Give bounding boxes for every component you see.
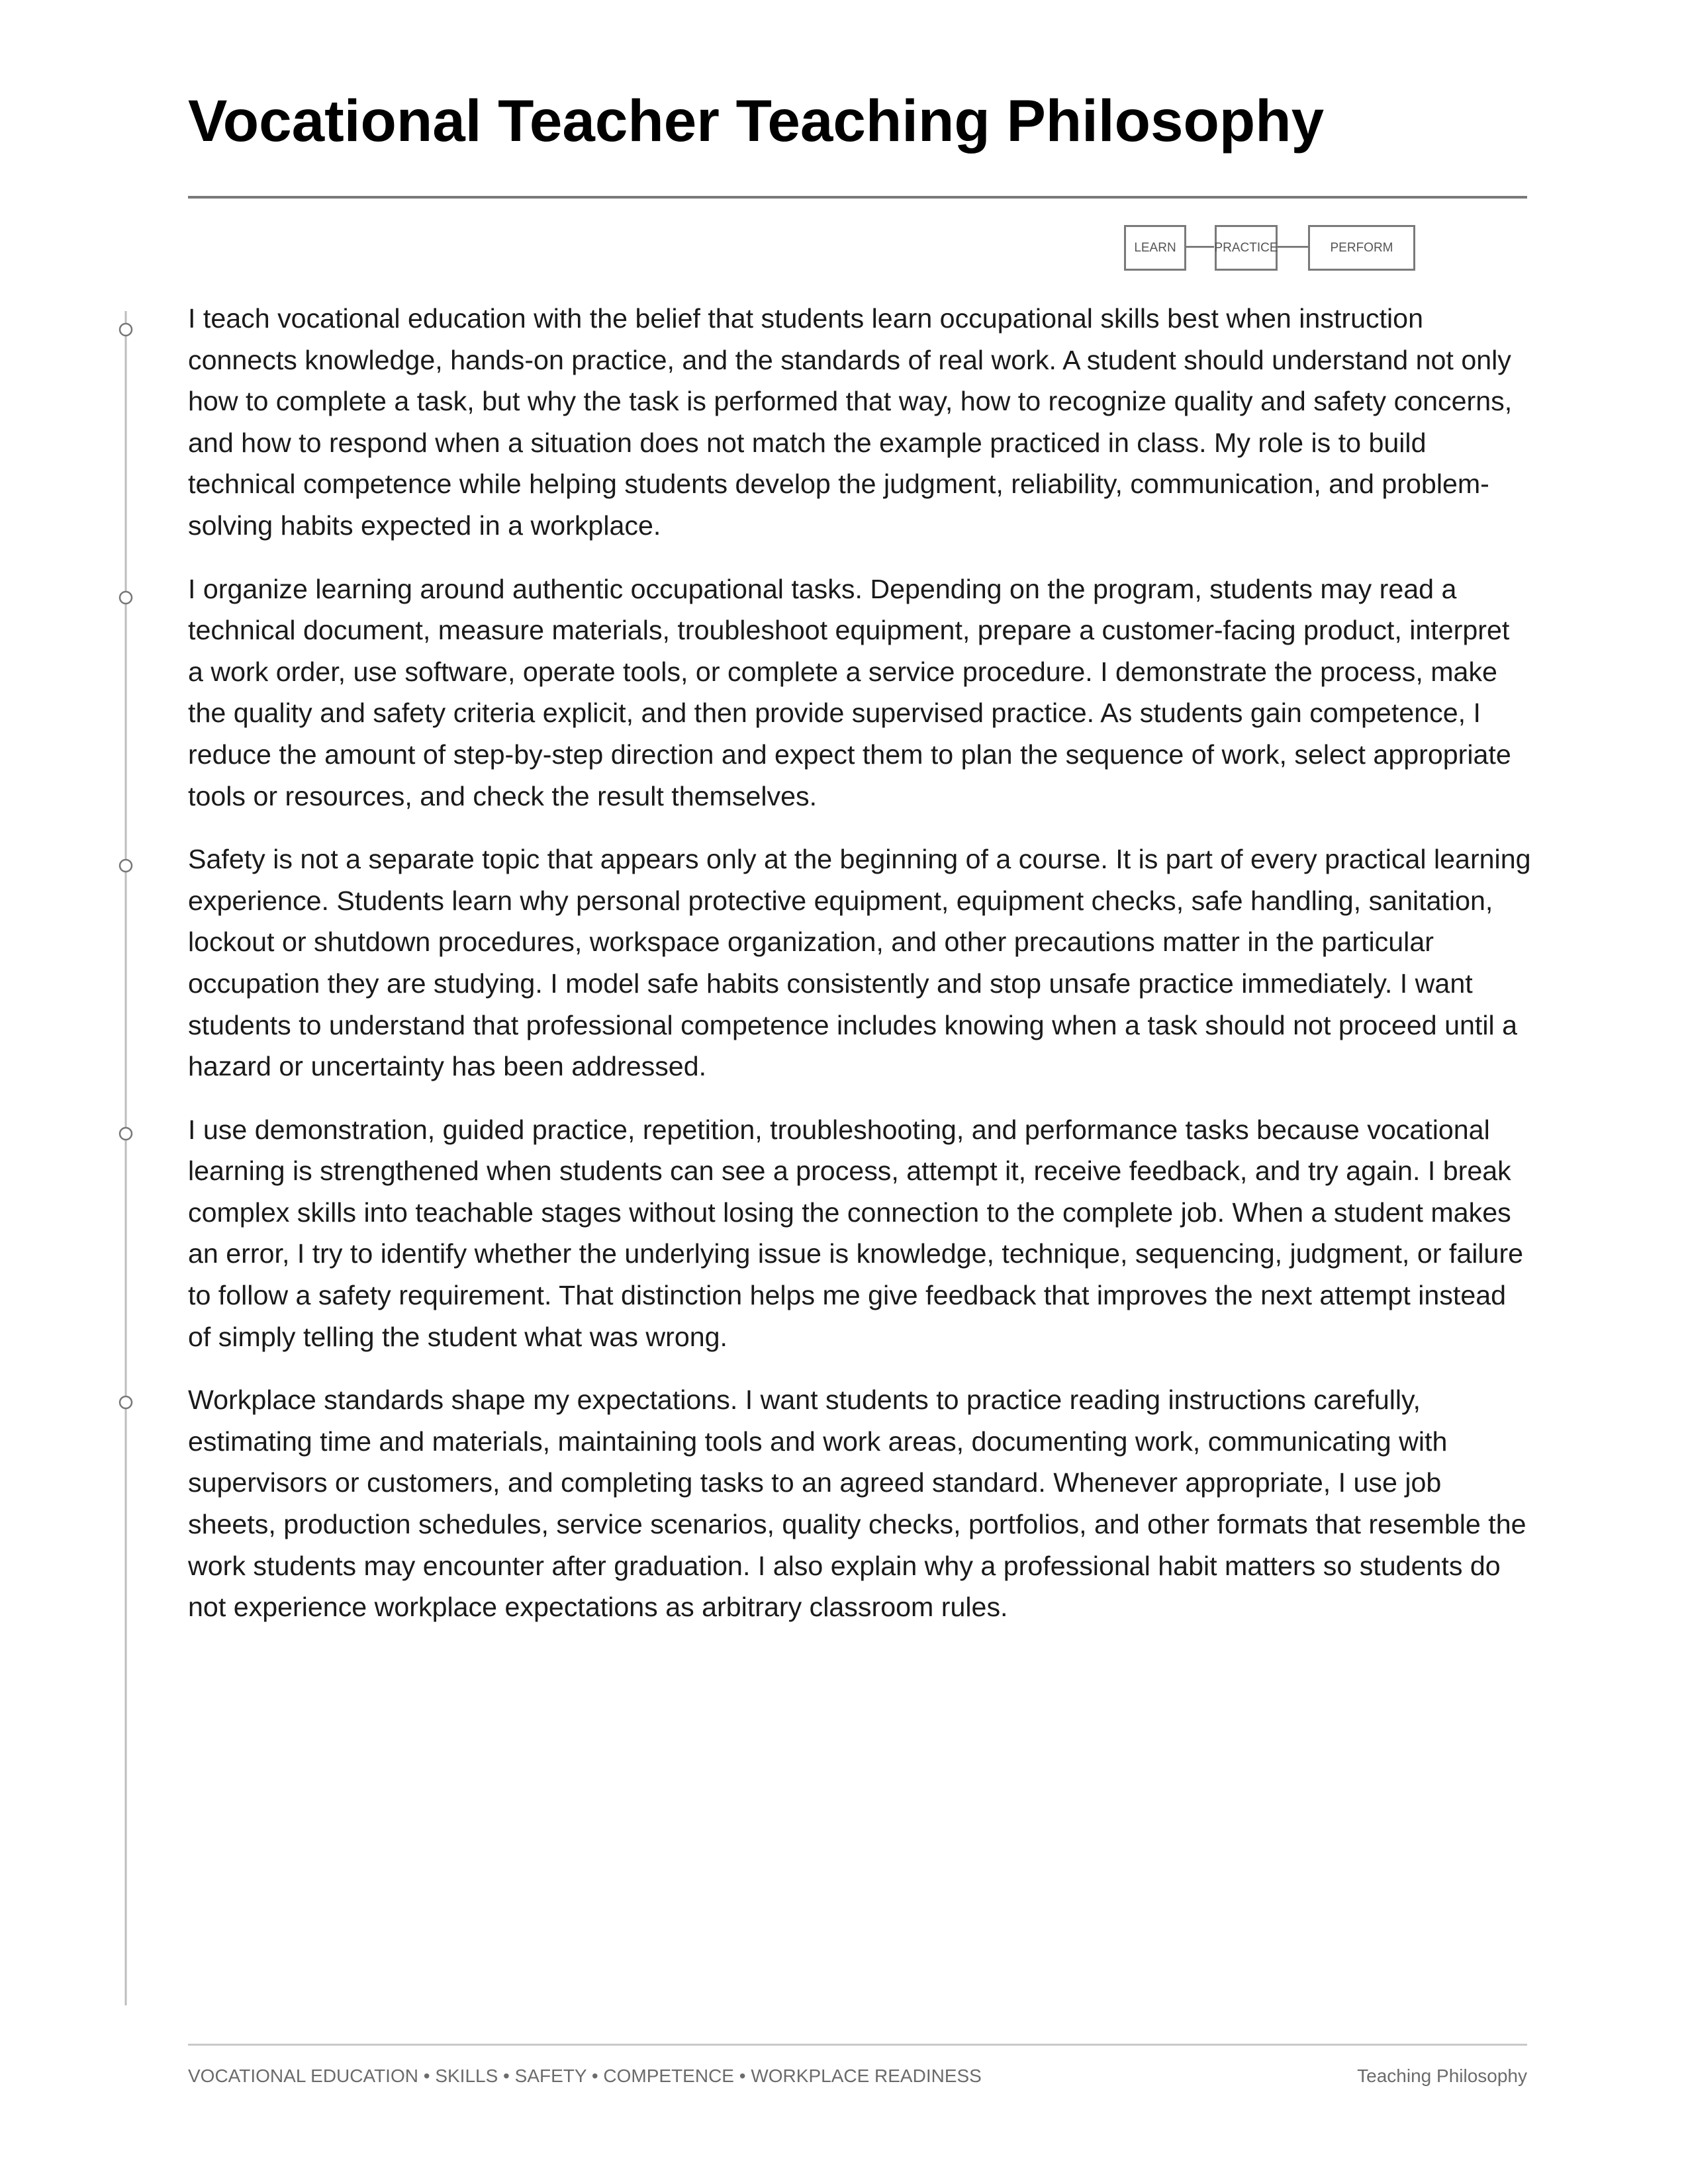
timeline-marker [120,1128,132,1140]
paragraph-authentic-tasks: I organize learning around authentic occupational tasks. Depending on the program, students may read a technical document, measure materials, troubleshoot equipment, prepare a customer-facing product, interpret a work order, use software, operate tools, or complete a service procedure. I demonstrate the process, make the quality and safety criteria explicit, and then provide supervised practice. As students gain competence, I reduce the amount of step-by-step direction and expect them to plan the sequence of work, select appropriate tools or resources, and check the result themselves. [188,573,1511,811]
paragraph-methods: I use demonstration, guided practice, repetition, troubleshooting, and performance tasks because vocational learning is strengthened when students can see a process, attempt it, receive feedback, and try again. I break complex skills into teachable stages without losing the connection to the complete job. When a student makes an error, I try to identify whether the underlying issue is knowledge, technique, sequencing, judgment, or failure to follow a safety requirement. That distinction helps me give feedback that improves the next attempt instead of simply telling the student what was wrong. [188,1114,1524,1352]
flow-step-perform: PERFORM [1330,241,1393,255]
timeline-marker [120,592,132,604]
paragraph-workplace-standards: Workplace standards shape my expectations. I want students to practice reading instructions carefully, estimating time and materials, maintaining tools and work areas, documenting work, communicating with supervisors or customers, and completing tasks to an agreed standard. Whenever appropriate, I use job sheets, production schedules, service scenarios, quality checks, portfolios, and other formats that resemble the work students may encounter after graduation. I also explain why a professional habit matters so students do not experience workplace expectations as arbitrary classroom rules. [188,1385,1526,1623]
footer-divider [188,2044,1527,2046]
philosophy-body [188,298,1532,1650]
paragraph-belief: I teach vocational education with the belief that students learn occupational skills best when instruction connects knowledge, hands-on practice, and the standards of real work. A student should understand not only how to complete a task, but why the task is performed that way, how to recognize quality and safety concerns, and how to respond when a situation does not match the example practiced in class. My role is to build technical competence while helping students develop the judgment, reliability, communication, and problem-solving habits expected in a workplace. [188,303,1513,541]
footer-document-label: Teaching Philosophy [1357,2066,1527,2086]
flow-step-learn: LEARN [1134,241,1176,255]
timeline-rail [113,311,139,2005]
timeline-marker [120,1396,132,1408]
timeline-marker [120,860,132,872]
paragraph-safety: Safety is not a separate topic that appears only at the beginning of a course. It is part of every practical learning experience. Students learn why personal protective equipment, equipment checks, safe handling, sanitation, lockout or shutdown procedures, workspace organization, and other precautions matter in the particular occupation they are studying. I model safe habits consistently and stop unsafe practice immediately. I want students to understand that professional competence includes knowing when a task should not proceed until a hazard or uncertainty has been addressed. [188,844,1531,1082]
timeline-marker [120,324,132,336]
footer-keywords: VOCATIONAL EDUCATION • SKILLS • SAFETY • COMPETENCE • WORKPLACE READINESS [188,2066,982,2086]
flow-step-practice: PRACTICE [1214,241,1278,255]
title-divider [188,196,1527,199]
page-title: Vocational Teacher Teaching Philosophy [188,87,1325,154]
learn-practice-perform-diagram [1124,225,1422,271]
